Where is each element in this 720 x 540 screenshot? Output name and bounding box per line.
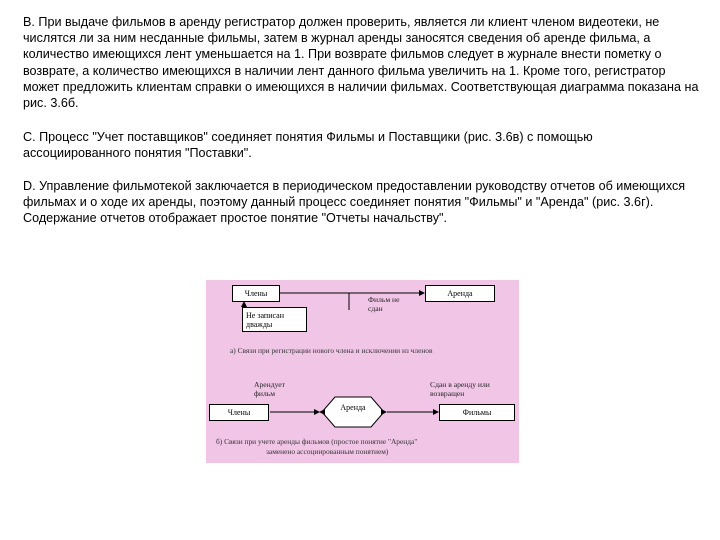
caption-b-line1: б) Связи при учете аренды фильмов (простое понятие "Аренда" (216, 437, 418, 446)
box-films-b: Фильмы (439, 404, 515, 421)
box-members-a: Члены (232, 285, 280, 302)
label-rents-film: Арендует фильм (254, 380, 285, 398)
box-members-b: Члены (209, 404, 269, 421)
box-not-registered-twice: Не записан дважды (242, 307, 307, 332)
paragraph-d: D. Управление фильмотекой заключается в периодическом предоставлении руководству отчетов об имеющихся фильмах и о ходе их аренды, поэтому данный процесс соединяет понятия "Фильмы" и "Аренда" (рис. 3.6г). Содержание отчетов отображает простое понятие "Отчеты начальству". (23, 179, 686, 226)
label-rented-or-returned: Сдан в аренду или возвращен (430, 380, 490, 398)
box-rental-a: Аренда (425, 285, 495, 302)
hexagon-rental (322, 397, 384, 427)
paragraph-b: B. При выдаче фильмов в аренду регистратор должен проверить, является ли клиент членом видеотеки, не числятся ли за ним несданные фильмы, затем в журнал аренды заносятся сведения об аренде фильма, а количество имеющихся лент уменьшается на 1. При возврате фильмов следует в журнале внести пометку о возврате, а количество имеющихся в наличии лент данного фильма увеличить на 1. Кроме того, регистратор может предложить клиентам справки о имеющихся в наличии фильмах. Соответствующая диаграмма показана на рис. 3.6б. (23, 15, 699, 111)
figure-3-6 (206, 280, 519, 463)
paragraph-c: C. Процесс "Учет поставщиков" соединяет понятия Фильмы и Поставщики (рис. 3.6в) с помощью ассоциированного понятия "Поставки". (23, 130, 593, 161)
caption-a: а) Связи при регистрации нового члена и исключении из членов (230, 346, 433, 355)
hexagon-rental-label: Аренда (340, 403, 366, 412)
caption-b-line2: заменено ассоциированным понятием) (266, 447, 389, 456)
label-film-not-returned: Фильм не сдан (368, 295, 400, 313)
